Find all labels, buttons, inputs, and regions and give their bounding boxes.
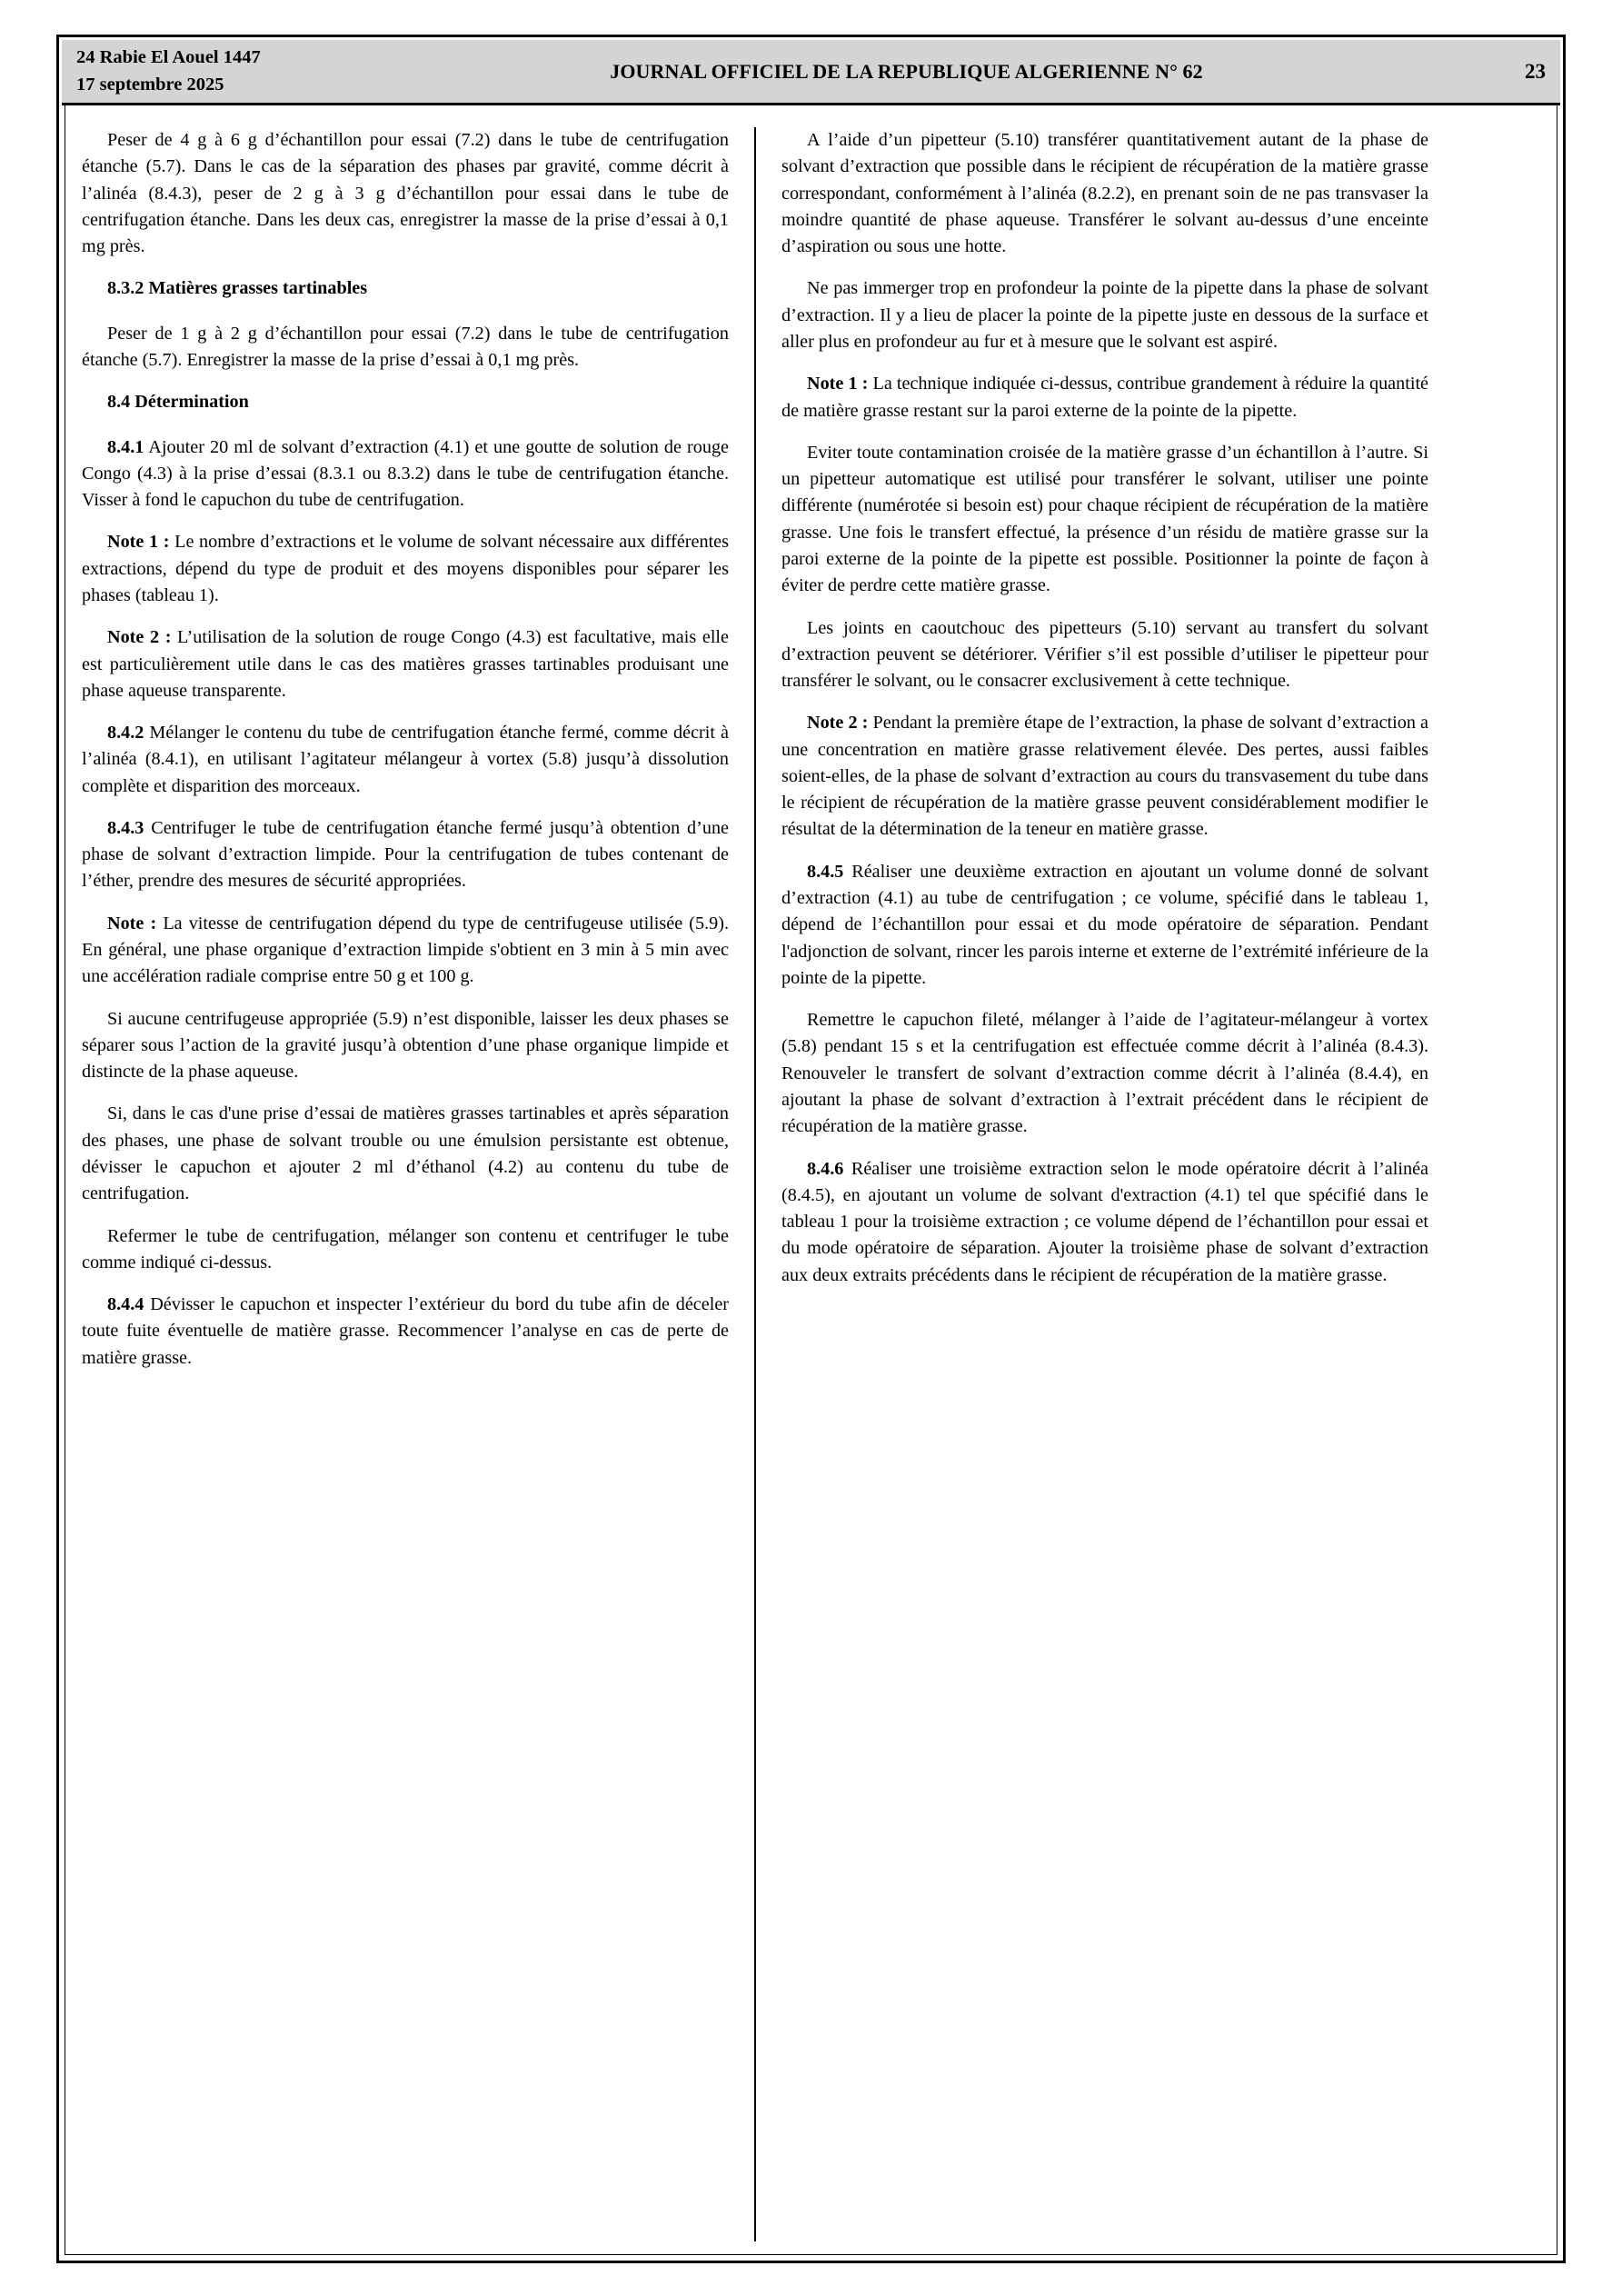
paragraph-lead-label: 8.4.2 (107, 723, 144, 744)
body-paragraph (781, 371, 1428, 424)
left-column (82, 127, 754, 2241)
paragraph-lead-label: 8.4.3 (107, 817, 144, 838)
paragraph-lead-label: Note 2 : (107, 627, 172, 648)
body-paragraph (82, 434, 729, 514)
paragraph-lead-label: Note 1 : (107, 532, 170, 553)
paragraph-text: Réaliser une deuxième extraction en ajoutant un volume donné de solvant d’extraction (4.1) au tube de centrifugation ; ce volume, spécifié dans le tableau 1, dépend de l’échantillon pour essai et du mode opératoire de séparation. Pendant l'adjonction de solvant, rincer les parois interne et externe de l’extrémité inférieure de la pointe de la pipette. (781, 861, 1428, 988)
header-date-hijri: 24 Rabie El Aouel 1447 (76, 46, 261, 67)
right-column (756, 127, 1428, 2241)
body-paragraph: Peser de 1 g à 2 g d’échantillon pour essai (7.2) dans le tube de centrifugation étanche (5.7). Enregistrer la masse de la prise d’essai à 0,1 mg près. (82, 323, 729, 370)
body-paragraph: Ne pas immerger trop en profondeur la pointe de la pipette dans la phase de solvant d’extraction. Il y a lieu de placer la pointe de la pipette juste en dessous de la surface et aller plus en profondeur au fur et à mesure que le solvant est aspiré. (781, 278, 1428, 352)
body-columns (82, 127, 1540, 2241)
body-paragraph (82, 720, 729, 800)
page-header (62, 40, 1560, 105)
body-paragraph: A l’aide d’un pipetteur (5.10) transférer quantitativement autant de la phase de solvant d’extraction que possible dans le récipient de récupération de la matière grasse correspondant, conformément à l’alinéa (8.2.2), en prenant soin de ne pas transvaser la moindre quantité de phase aqueuse. Transférer le solvant au-dessus d’une enceinte d’aspiration ou sous une hotte. (781, 130, 1428, 257)
paragraph-text: Ajouter 20 ml de solvant d’extraction (4.1) et une goutte de solution de rouge Congo (4.3) à la prise d’essai (8.3.1 ou 8.3.2) dans le tube de centrifugation étanche. Visser à fond le capuchon du tube de centrifugation. (82, 436, 729, 511)
body-paragraph (82, 911, 729, 991)
body-paragraph: Eviter toute contamination croisée de la matière grasse d’un échantillon à l’autre. Si un pipetteur automatique est utilisé pour transférer le solvant, utiliser une pointe différente (numérotée si besoin est) pour chaque récipient de récupération de la matière grasse. Une fois le transfert effectué, la présence d’un résidu de matière grasse sur la paroi externe de la pointe de la pipette est possible. Positionner la pointe de façon à éviter de perdre cette matière grasse. (781, 442, 1428, 596)
header-title: JOURNAL OFFICIEL DE LA REPUBLIQUE ALGERIENNE N° 62 (610, 59, 1203, 83)
paragraph-text: L’utilisation de la solution de rouge Congo (4.3) est facultative, mais elle est particulièrement utile dans le cas des matières grasses tartinables produisant une phase aqueuse transparente. (82, 627, 729, 701)
body-paragraph: Les joints en caoutchouc des pipetteurs (5.10) servant au transfert du solvant d’extraction peuvent se détériorer. Vérifier s’il est possible d’utiliser le pipetteur pour transférer le solvant, ou le consacrer exclusivement à cette technique. (781, 617, 1428, 692)
header-page-number: 23 (1525, 59, 1546, 83)
paragraph-lead-label: Note : (107, 913, 157, 933)
paragraph-text: Mélanger le contenu du tube de centrifugation étanche fermé, comme décrit à l’alinéa (8.4.1), en utilisant l’agitateur mélangeur à vortex (5.8) jusqu’à dissolution complète et disparition des morceaux. (82, 723, 729, 796)
body-paragraph (82, 624, 729, 704)
body-paragraph: Si, dans le cas d'une prise d’essai de matières grasses tartinables et après séparation des phases, une phase de solvant trouble ou une émulsion persistante est obtenue, dévisser le capuchon et ajouter 2 ml d’éthanol (4.2) au contenu du tube de centrifugation. (82, 1103, 729, 1204)
body-paragraph (82, 529, 729, 609)
paragraph-lead-label: 8.4.5 (807, 861, 844, 882)
body-paragraph: Peser de 4 g à 6 g d’échantillon pour essai (7.2) dans le tube de centrifugation étanche (5.7). Dans le cas de la séparation des phases par gravité, comme décrit à l’alinéa (8.4.3), peser de 2 g à 3 g d’échantillon pour essai dans le tube de centrifugation étanche. Dans les deux cas, enregistrer la masse de la prise d’essai à 0,1 mg près. (82, 130, 729, 257)
section-heading: 8.4 Détermination (107, 392, 249, 413)
body-paragraph (82, 815, 729, 895)
paragraph-lead-label: 8.4.6 (807, 1158, 844, 1179)
paragraph-lead-label: Note 1 : (807, 374, 869, 394)
body-paragraph: Si aucune centrifugeuse appropriée (5.9) n’est disponible, laisser les deux phases se séparer sous l’action de la gravité jusqu’à obtention d’une phase organique limpide et distincte de la phase aqueuse. (82, 1008, 729, 1083)
body-paragraph (781, 710, 1428, 843)
header-date-block (76, 45, 349, 98)
body-paragraph (781, 1156, 1428, 1289)
body-paragraph (82, 1292, 729, 1372)
paragraph-text: Réaliser une troisième extraction selon le mode opératoire décrit à l’alinéa (8.4.5), en ajoutant un volume de solvant d'extraction (4.1) tel que spécifié dans le tableau 1 pour la troisième extraction ; ce volume dépend de l’échantillon pour essai et du mode opératoire de séparation. Ajouter la troisième phase de solvant d’extraction aux deux extraits précédents dans le récipient de récupération de la matière grasse. (781, 1158, 1428, 1285)
paragraph-lead-label: 8.4.1 (107, 436, 144, 457)
paragraph-lead-label: Note 2 : (807, 713, 869, 734)
paragraph-text: Centrifuger le tube de centrifugation étanche fermé jusqu’à obtention d’une phase de solvant d’extraction limpide. Pour la centrifugation de tubes contenant de l’éther, prendre des mesures de sécurité appropriées. (82, 817, 729, 892)
paragraph-text: La technique indiquée ci-dessus, contribue grandement à réduire la quantité de matière grasse restant sur la paroi externe de la pointe de la pipette. (781, 374, 1429, 421)
body-paragraph: Remettre le capuchon fileté, mélanger à l’aide de l’agitateur-mélangeur à vortex (5.8) pendant 15 s et la centrifugation est effectuée comme décrit à l’alinéa (8.4.3). Renouveler le transfert de solvant d’extraction comme décrit à l’alinéa (8.4.4), en ajoutant la phase de solvant d’extraction à l’extrait précédent dans le récipient de récupération de la matière grasse. (781, 1010, 1428, 1137)
section-heading: 8.3.2 Matières grasses tartinables (107, 278, 368, 299)
header-date-gregorian: 17 septembre 2025 (76, 74, 224, 95)
paragraph-text: Le nombre d’extractions et le volume de solvant nécessaire aux différentes extractions, dépend du type de produit et des moyens disponibles pour séparer les phases (tableau 1). (82, 532, 729, 605)
paragraph-lead-label: 8.4.4 (107, 1294, 144, 1315)
paragraph-text: La vitesse de centrifugation dépend du type de centrifugeuse utilisée (5.9). En général, une phase organique d’extraction limpide s'obtient en 3 min à 5 min avec une accélération radiale comprise entre 50 g et 100 g. (82, 913, 730, 987)
paragraph-text: Dévisser le capuchon et inspecter l’extérieur du bord du tube afin de déceler toute fuite éventuelle de matière grasse. Recommencer l’analyse en cas de perte de matière grasse. (82, 1294, 729, 1368)
body-paragraph: Refermer le tube de centrifugation, mélanger son contenu et centrifuger le tube comme indiqué ci-dessus. (82, 1225, 729, 1273)
paragraph-text: Pendant la première étape de l’extraction, la phase de solvant d’extraction a une concentration en matière grasse relativement élevée. Des pertes, aussi faibles soient-elles, de la phase de solvant d’extraction au cours du transvasement du tube dans le récipient de récupération de la matière grasse peuvent considérablement modifier le résultat de la détermination de la teneur en matière grasse. (781, 713, 1429, 840)
body-paragraph (781, 859, 1428, 992)
